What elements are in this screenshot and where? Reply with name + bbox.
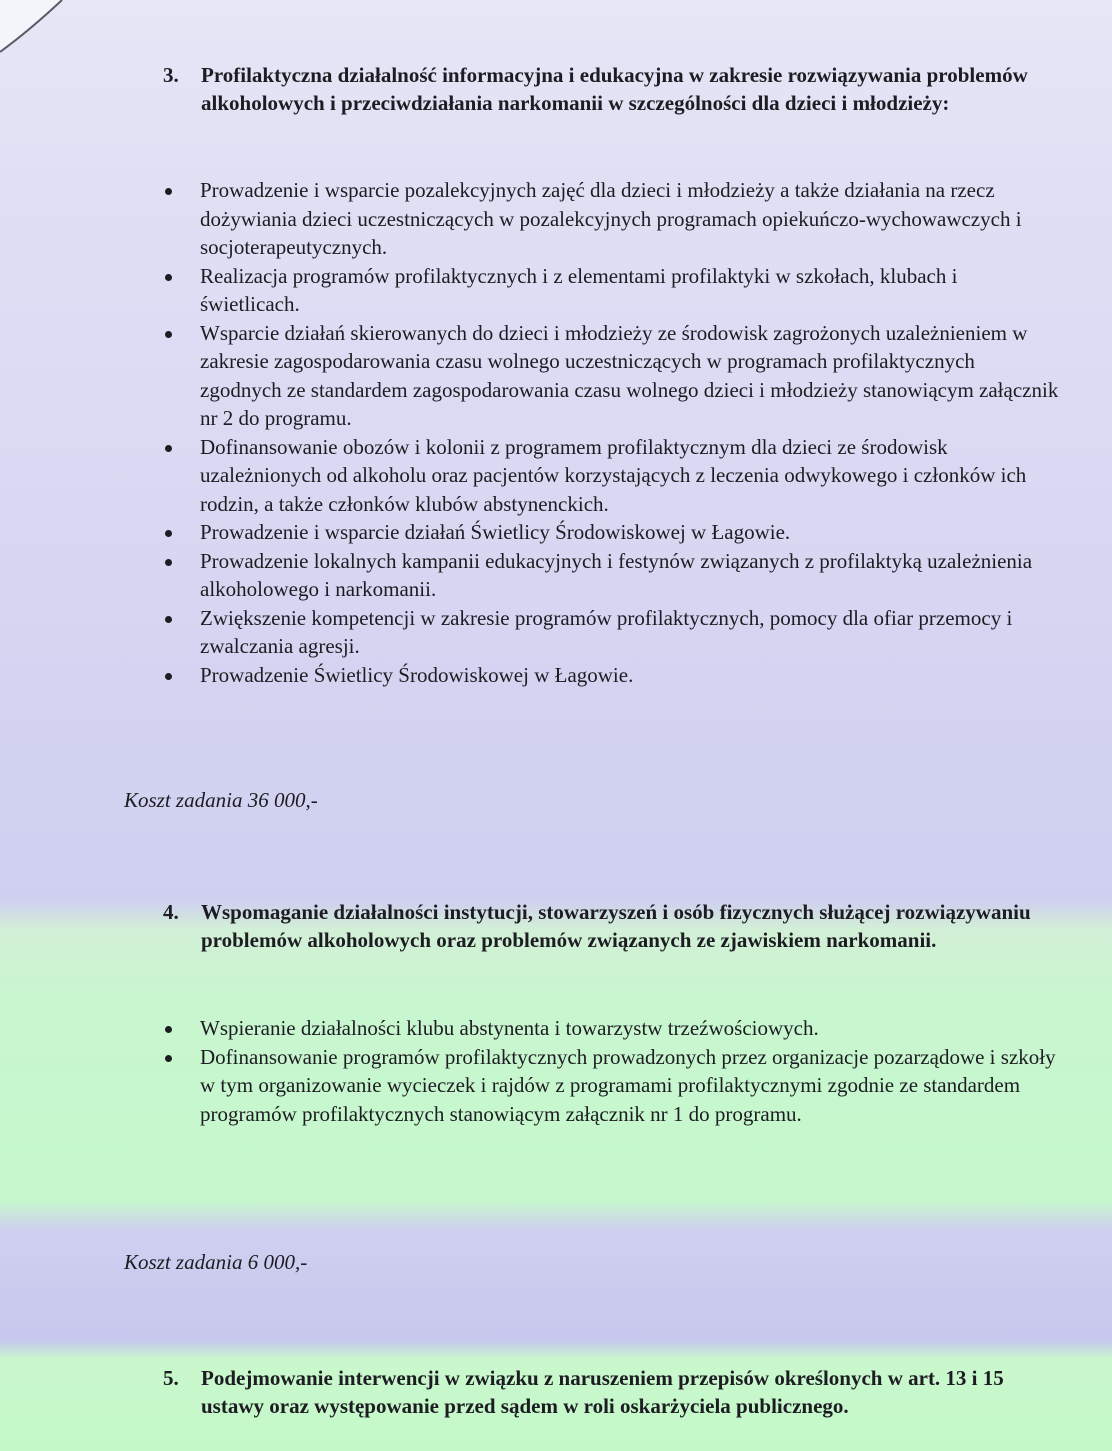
bullet-icon bbox=[165, 274, 172, 281]
list-item-text: Prowadzenie lokalnych kampanii edukacyjnych i festynów związanych z profilaktyką uzależnienia alkoholowego i narkomanii. bbox=[200, 548, 1033, 601]
bullet-icon bbox=[165, 559, 172, 566]
list-item bbox=[160, 518, 1060, 547]
list-item-text: Dofinansowanie programów profilaktycznych prowadzonych przez organizacje pozarządowe i szkoły w tym organizowanie wycieczek i rajdów z programami profilaktycznymi zgodnie ze standardem programów profilaktycznych stanowiącym załącznik nr 1 do programu. bbox=[200, 1044, 1056, 1126]
bullet-icon bbox=[165, 673, 172, 680]
section-4-number: 4. bbox=[163, 900, 179, 924]
list-item bbox=[160, 262, 1060, 319]
list-item-text: Prowadzenie i wsparcie pozalekcyjnych zajęć dla dzieci i młodzieży a także działania na rzecz dożywiania dzieci uczestniczących w pozalekcyjnych programach opiekuńczo-wychowawczych i socjoterapeutycznych. bbox=[200, 178, 1022, 259]
section-3-cost: Koszt zadania 36 000,- bbox=[124, 788, 318, 812]
bullet-icon bbox=[165, 188, 172, 195]
list-item-text: Wsparcie działań skierowanych do dzieci i młodzieży ze środowisk zagrożonych uzależnieniem w zakresie zagospodarowania czasu wolnego uczestniczących w programach profilaktycznych zgodnych ze standardem zagospodarowania czasu wolnego dzieci i młodzieży stanowiącym załącznik nr 2 do programu. bbox=[200, 320, 1059, 430]
section-4-cost: Koszt zadania 6 000,- bbox=[124, 1250, 308, 1274]
list-item-text: Prowadzenie i wsparcie działań Świetlicy Środowiskowej w Łagowie. bbox=[200, 520, 791, 544]
section-5-number: 5. bbox=[163, 1366, 179, 1390]
list-item bbox=[160, 661, 1060, 690]
list-item-text: Dofinansowanie obozów i kolonii z programem profilaktycznym dla dzieci ze środowisk uzależnionych od alkoholu oraz pacjentów korzystających z leczenia odwykowego i członków ich rodzin, a także członków klubów abstynenckich. bbox=[200, 434, 1027, 516]
list-item bbox=[160, 433, 1060, 519]
section-4-title: Wspomaganie działalności instytucji, stowarzyszeń i osób fizycznych służącej rozwiązywaniu problemów alkoholowych oraz problemów związanych ze zjawiskiem narkomanii. bbox=[201, 900, 1031, 952]
bullet-icon bbox=[165, 1055, 172, 1062]
list-item-text: Zwiększenie kompetencji w zakresie programów profilaktycznych, pomocy dla ofiar przemocy i zwalczania agresji. bbox=[200, 605, 1013, 658]
bullet-icon bbox=[165, 331, 172, 338]
list-item-text: Realizacja programów profilaktycznych i z elementami profilaktyki w szkołach, klubach i świetlicach. bbox=[200, 263, 958, 316]
list-item bbox=[160, 1014, 1060, 1043]
list-item-text: Prowadzenie Świetlicy Środowiskowej w Łagowie. bbox=[200, 662, 634, 687]
bullet-icon bbox=[165, 530, 172, 537]
section-3-heading bbox=[163, 62, 1043, 117]
list-item bbox=[160, 176, 1060, 262]
list-item bbox=[160, 547, 1060, 604]
list-item bbox=[160, 319, 1060, 433]
section-4-heading bbox=[163, 899, 1043, 954]
list-item bbox=[160, 604, 1060, 661]
section-5-title: Podejmowanie interwencji w związku z naruszeniem przepisów określonych w art. 13 i 15 ustawy oraz występowanie przed sądem w roli oskarżyciela publicznego. bbox=[201, 1366, 1004, 1418]
section-3-list bbox=[160, 176, 1060, 689]
section-3-number: 3. bbox=[163, 63, 179, 87]
section-5-heading bbox=[163, 1365, 1043, 1420]
bullet-icon bbox=[165, 616, 172, 623]
section-3-title: Profilaktyczna działalność informacyjna i edukacyjna w zakresie rozwiązywania problemów alkoholowych i przeciwdziałania narkomanii w szczególności dla dzieci i młodzieży: bbox=[201, 63, 1028, 115]
list-item-text: Wspieranie działalności klubu abstynenta i towarzystw trzeźwościowych. bbox=[200, 1016, 819, 1040]
section-4-list bbox=[160, 1014, 1060, 1128]
list-item bbox=[160, 1043, 1060, 1129]
bullet-icon bbox=[165, 1026, 172, 1033]
bullet-icon bbox=[165, 445, 172, 452]
page-curl-shadow bbox=[0, 0, 70, 70]
